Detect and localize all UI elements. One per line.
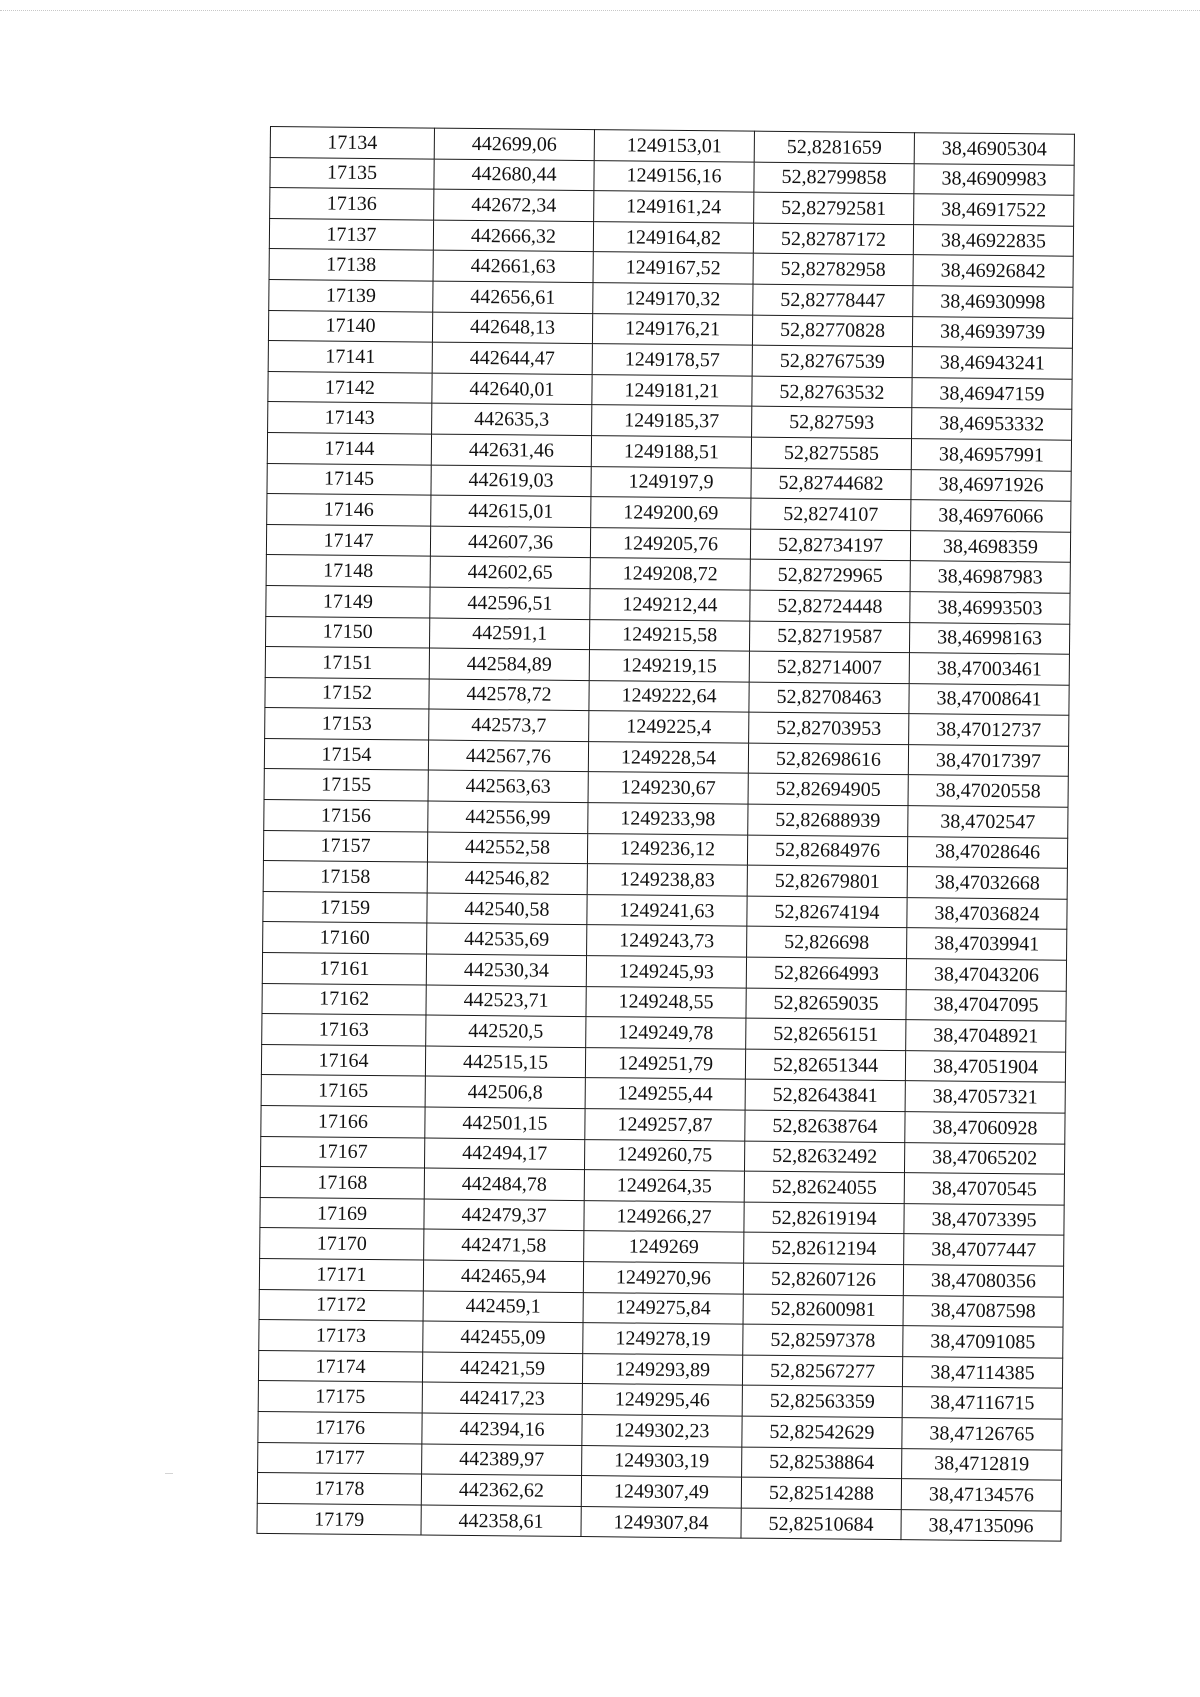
longitude-cell: 38,46993503 <box>910 592 1070 624</box>
point-number-cell: 17164 <box>261 1044 425 1076</box>
y-coordinate-cell: 1249178,57 <box>592 344 752 376</box>
x-coordinate-cell: 442591,1 <box>429 618 589 650</box>
x-coordinate-cell: 442602,65 <box>430 556 590 588</box>
x-coordinate-cell: 442417,23 <box>422 1382 582 1414</box>
x-coordinate-cell: 442644,47 <box>432 342 592 374</box>
y-coordinate-cell: 1249230,67 <box>588 772 748 804</box>
point-number-cell: 17158 <box>263 861 427 893</box>
y-coordinate-cell: 1249164,82 <box>593 221 753 253</box>
point-number-cell: 17149 <box>266 585 430 617</box>
x-coordinate-cell: 442530,34 <box>426 954 586 986</box>
point-number-cell: 17139 <box>269 279 433 311</box>
y-coordinate-cell: 1249188,51 <box>591 436 751 468</box>
longitude-cell: 38,46905304 <box>914 133 1074 165</box>
x-coordinate-cell: 442607,36 <box>430 526 590 558</box>
y-coordinate-cell: 1249222,64 <box>589 680 749 712</box>
longitude-cell: 38,47051904 <box>905 1050 1065 1082</box>
x-coordinate-cell: 442515,15 <box>425 1046 585 1078</box>
y-coordinate-cell: 1249181,21 <box>592 374 752 406</box>
longitude-cell: 38,46976066 <box>911 500 1071 532</box>
longitude-cell: 38,47017397 <box>908 745 1068 777</box>
latitude-cell: 52,82638764 <box>745 1110 905 1142</box>
y-coordinate-cell: 1249278,19 <box>583 1323 743 1355</box>
longitude-cell: 38,46922835 <box>913 224 1073 256</box>
x-coordinate-cell: 442648,13 <box>432 312 592 344</box>
point-number-cell: 17143 <box>268 402 432 434</box>
longitude-cell: 38,46943241 <box>912 347 1072 379</box>
latitude-cell: 52,82778447 <box>753 284 913 316</box>
point-number-cell: 17175 <box>258 1381 422 1413</box>
point-number-cell: 17134 <box>270 127 434 159</box>
y-coordinate-cell: 1249295,46 <box>582 1384 742 1416</box>
longitude-cell: 38,47036824 <box>907 897 1067 929</box>
y-coordinate-cell: 1249266,27 <box>584 1200 744 1232</box>
x-coordinate-cell: 442578,72 <box>429 679 589 711</box>
longitude-cell: 38,47126765 <box>902 1418 1062 1450</box>
table-row <box>257 1503 1061 1541</box>
scan-artifact-mark <box>165 1473 173 1474</box>
y-coordinate-cell: 1249245,93 <box>586 956 746 988</box>
y-coordinate-cell: 1249156,16 <box>594 160 754 192</box>
x-coordinate-cell: 442615,01 <box>431 495 591 527</box>
point-number-cell: 17161 <box>262 952 426 984</box>
longitude-cell: 38,46953332 <box>912 408 1072 440</box>
latitude-cell: 52,82698616 <box>748 743 908 775</box>
x-coordinate-cell: 442556,99 <box>428 801 588 833</box>
latitude-cell: 52,82514288 <box>741 1477 901 1509</box>
point-number-cell: 17155 <box>264 769 428 801</box>
point-number-cell: 17179 <box>257 1503 421 1535</box>
x-coordinate-cell: 442358,61 <box>421 1505 581 1537</box>
latitude-cell: 52,82563359 <box>742 1385 902 1417</box>
point-number-cell: 17165 <box>261 1075 425 1107</box>
point-number-cell: 17173 <box>259 1320 423 1352</box>
longitude-cell: 38,47003461 <box>909 653 1069 685</box>
latitude-cell: 52,8281659 <box>754 131 914 163</box>
latitude-cell: 52,82664993 <box>746 957 906 989</box>
y-coordinate-cell: 1249257,87 <box>585 1109 745 1141</box>
x-coordinate-cell: 442389,97 <box>422 1444 582 1476</box>
y-coordinate-cell: 1249176,21 <box>592 313 752 345</box>
point-number-cell: 17145 <box>267 463 431 495</box>
latitude-cell: 52,82542629 <box>742 1416 902 1448</box>
x-coordinate-cell: 442520,5 <box>426 1015 586 1047</box>
longitude-cell: 38,46987983 <box>910 561 1070 593</box>
latitude-cell: 52,82679801 <box>747 865 907 897</box>
longitude-cell: 38,46917522 <box>914 194 1074 226</box>
longitude-cell: 38,46998163 <box>909 622 1069 654</box>
point-number-cell: 17169 <box>260 1197 424 1229</box>
x-coordinate-cell: 442672,34 <box>434 189 594 221</box>
x-coordinate-cell: 442506,8 <box>425 1076 585 1108</box>
y-coordinate-cell: 1249200,69 <box>591 497 751 529</box>
latitude-cell: 52,827593 <box>752 406 912 438</box>
latitude-cell: 52,82651344 <box>745 1049 905 1081</box>
latitude-cell: 52,826698 <box>747 927 907 959</box>
longitude-cell: 38,47028646 <box>907 836 1067 868</box>
longitude-cell: 38,46971926 <box>911 469 1071 501</box>
latitude-cell: 52,82674194 <box>747 896 907 928</box>
point-number-cell: 17144 <box>267 432 431 464</box>
latitude-cell: 52,82643841 <box>745 1080 905 1112</box>
latitude-cell: 52,82612194 <box>744 1232 904 1264</box>
point-number-cell: 17136 <box>270 188 434 220</box>
longitude-cell: 38,47047095 <box>906 989 1066 1021</box>
latitude-cell: 52,8274107 <box>751 498 911 530</box>
point-number-cell: 17153 <box>265 708 429 740</box>
latitude-cell: 52,82538864 <box>742 1447 902 1479</box>
longitude-cell: 38,47060928 <box>905 1112 1065 1144</box>
y-coordinate-cell: 1249153,01 <box>594 130 754 162</box>
scan-top-edge <box>0 10 1200 11</box>
y-coordinate-cell: 1249303,19 <box>582 1445 742 1477</box>
x-coordinate-cell: 442479,37 <box>424 1199 584 1231</box>
latitude-cell: 52,82656151 <box>746 1018 906 1050</box>
longitude-cell: 38,47012737 <box>909 714 1069 746</box>
point-number-cell: 17146 <box>267 494 431 526</box>
longitude-cell: 38,4712819 <box>902 1448 1062 1480</box>
x-coordinate-cell: 442484,78 <box>424 1168 584 1200</box>
coordinates-table <box>256 126 1074 1542</box>
point-number-cell: 17159 <box>263 891 427 923</box>
latitude-cell: 52,8275585 <box>751 437 911 469</box>
y-coordinate-cell: 1249215,58 <box>589 619 749 651</box>
latitude-cell: 52,82694905 <box>748 774 908 806</box>
point-number-cell: 17168 <box>260 1167 424 1199</box>
x-coordinate-cell: 442459,1 <box>423 1291 583 1323</box>
latitude-cell: 52,82632492 <box>744 1141 904 1173</box>
latitude-cell: 52,82624055 <box>744 1171 904 1203</box>
longitude-cell: 38,47091085 <box>903 1326 1063 1358</box>
latitude-cell: 52,82708463 <box>749 682 909 714</box>
y-coordinate-cell: 1249270,96 <box>583 1262 743 1294</box>
latitude-cell: 52,82688939 <box>748 804 908 836</box>
y-coordinate-cell: 1249170,32 <box>593 283 753 315</box>
x-coordinate-cell: 442661,63 <box>433 250 593 282</box>
point-number-cell: 17171 <box>259 1258 423 1290</box>
y-coordinate-cell: 1249260,75 <box>584 1139 744 1171</box>
y-coordinate-cell: 1249161,24 <box>594 191 754 223</box>
longitude-cell: 38,47080356 <box>903 1265 1063 1297</box>
latitude-cell: 52,82597378 <box>743 1324 903 1356</box>
point-number-cell: 17141 <box>268 341 432 373</box>
y-coordinate-cell: 1249249,78 <box>586 1017 746 1049</box>
point-number-cell: 17167 <box>261 1136 425 1168</box>
point-number-cell: 17162 <box>262 983 426 1015</box>
longitude-cell: 38,47032668 <box>907 867 1067 899</box>
y-coordinate-cell: 1249212,44 <box>590 589 750 621</box>
x-coordinate-cell: 442540,58 <box>427 893 587 925</box>
point-number-cell: 17166 <box>261 1105 425 1137</box>
x-coordinate-cell: 442421,59 <box>422 1352 582 1384</box>
latitude-cell: 52,82782958 <box>753 254 913 286</box>
latitude-cell: 52,82607126 <box>743 1263 903 1295</box>
point-number-cell: 17140 <box>268 310 432 342</box>
y-coordinate-cell: 1249167,52 <box>593 252 753 284</box>
x-coordinate-cell: 442552,58 <box>427 832 587 864</box>
x-coordinate-cell: 442567,76 <box>428 740 588 772</box>
point-number-cell: 17176 <box>258 1411 422 1443</box>
y-coordinate-cell: 1249269 <box>584 1231 744 1263</box>
point-number-cell: 17160 <box>263 922 427 954</box>
latitude-cell: 52,82510684 <box>741 1508 901 1540</box>
longitude-cell: 38,46930998 <box>913 286 1073 318</box>
y-coordinate-cell: 1249307,84 <box>581 1506 741 1538</box>
longitude-cell: 38,47073395 <box>904 1203 1064 1235</box>
latitude-cell: 52,82600981 <box>743 1294 903 1326</box>
latitude-cell: 52,82763532 <box>752 376 912 408</box>
point-number-cell: 17154 <box>264 738 428 770</box>
point-number-cell: 17147 <box>266 524 430 556</box>
longitude-cell: 38,47070545 <box>904 1173 1064 1205</box>
longitude-cell: 38,47008641 <box>909 683 1069 715</box>
y-coordinate-cell: 1249275,84 <box>583 1292 743 1324</box>
y-coordinate-cell: 1249241,63 <box>587 894 747 926</box>
point-number-cell: 17151 <box>265 647 429 679</box>
x-coordinate-cell: 442666,32 <box>433 220 593 252</box>
x-coordinate-cell: 442680,44 <box>434 159 594 191</box>
latitude-cell: 52,82619194 <box>744 1202 904 1234</box>
longitude-cell: 38,47077447 <box>904 1234 1064 1266</box>
latitude-cell: 52,82767539 <box>752 345 912 377</box>
x-coordinate-cell: 442546,82 <box>427 862 587 894</box>
y-coordinate-cell: 1249197,9 <box>591 466 751 498</box>
longitude-cell: 38,46957991 <box>911 439 1071 471</box>
y-coordinate-cell: 1249264,35 <box>584 1170 744 1202</box>
x-coordinate-cell: 442584,89 <box>429 648 589 680</box>
latitude-cell: 52,82729965 <box>750 559 910 591</box>
point-number-cell: 17174 <box>258 1350 422 1382</box>
point-number-cell: 17135 <box>270 157 434 189</box>
x-coordinate-cell: 442699,06 <box>434 128 594 160</box>
y-coordinate-cell: 1249228,54 <box>588 741 748 773</box>
latitude-cell: 52,82792581 <box>754 192 914 224</box>
latitude-cell: 52,82703953 <box>749 712 909 744</box>
latitude-cell: 52,82719587 <box>749 621 909 653</box>
y-coordinate-cell: 1249248,55 <box>586 986 746 1018</box>
x-coordinate-cell: 442640,01 <box>432 373 592 405</box>
x-coordinate-cell: 442563,63 <box>428 771 588 803</box>
longitude-cell: 38,46909983 <box>914 163 1074 195</box>
point-number-cell: 17170 <box>260 1228 424 1260</box>
latitude-cell: 52,82724448 <box>750 590 910 622</box>
y-coordinate-cell: 1249205,76 <box>590 527 750 559</box>
longitude-cell: 38,47135096 <box>901 1509 1061 1541</box>
x-coordinate-cell: 442523,71 <box>426 985 586 1017</box>
x-coordinate-cell: 442362,62 <box>421 1474 581 1506</box>
point-number-cell: 17172 <box>259 1289 423 1321</box>
longitude-cell: 38,46947159 <box>912 377 1072 409</box>
x-coordinate-cell: 442455,09 <box>423 1321 583 1353</box>
x-coordinate-cell: 442535,69 <box>427 923 587 955</box>
latitude-cell: 52,82684976 <box>747 835 907 867</box>
y-coordinate-cell: 1249208,72 <box>590 558 750 590</box>
y-coordinate-cell: 1249219,15 <box>589 650 749 682</box>
y-coordinate-cell: 1249236,12 <box>587 833 747 865</box>
point-number-cell: 17148 <box>266 555 430 587</box>
longitude-cell: 38,46939739 <box>912 316 1072 348</box>
longitude-cell: 38,46926842 <box>913 255 1073 287</box>
x-coordinate-cell: 442573,7 <box>429 709 589 741</box>
y-coordinate-cell: 1249238,83 <box>587 864 747 896</box>
y-coordinate-cell: 1249225,4 <box>589 711 749 743</box>
longitude-cell: 38,47020558 <box>908 775 1068 807</box>
latitude-cell: 52,82770828 <box>752 315 912 347</box>
point-number-cell: 17137 <box>269 218 433 250</box>
point-number-cell: 17178 <box>257 1473 421 1505</box>
y-coordinate-cell: 1249302,23 <box>582 1414 742 1446</box>
longitude-cell: 38,47134576 <box>901 1479 1061 1511</box>
x-coordinate-cell: 442656,61 <box>433 281 593 313</box>
point-number-cell: 17157 <box>263 830 427 862</box>
x-coordinate-cell: 442494,17 <box>425 1138 585 1170</box>
longitude-cell: 38,47114385 <box>902 1356 1062 1388</box>
x-coordinate-cell: 442596,51 <box>430 587 590 619</box>
y-coordinate-cell: 1249255,44 <box>585 1078 745 1110</box>
longitude-cell: 38,47039941 <box>907 928 1067 960</box>
point-number-cell: 17177 <box>258 1442 422 1474</box>
latitude-cell: 52,82744682 <box>751 468 911 500</box>
longitude-cell: 38,47048921 <box>906 1020 1066 1052</box>
y-coordinate-cell: 1249243,73 <box>587 925 747 957</box>
point-number-cell: 17152 <box>265 677 429 709</box>
longitude-cell: 38,47087598 <box>903 1295 1063 1327</box>
y-coordinate-cell: 1249307,49 <box>581 1476 741 1508</box>
point-number-cell: 17142 <box>268 371 432 403</box>
longitude-cell: 38,4702547 <box>908 806 1068 838</box>
coordinates-table-body <box>257 127 1074 1542</box>
y-coordinate-cell: 1249233,98 <box>588 803 748 835</box>
x-coordinate-cell: 442501,15 <box>425 1107 585 1139</box>
latitude-cell: 52,82787172 <box>753 223 913 255</box>
latitude-cell: 52,82567277 <box>742 1355 902 1387</box>
x-coordinate-cell: 442619,03 <box>431 465 591 497</box>
latitude-cell: 52,82799858 <box>754 162 914 194</box>
longitude-cell: 38,47116715 <box>902 1387 1062 1419</box>
point-number-cell: 17150 <box>266 616 430 648</box>
longitude-cell: 38,4698359 <box>910 530 1070 562</box>
x-coordinate-cell: 442465,94 <box>423 1260 583 1292</box>
y-coordinate-cell: 1249251,79 <box>585 1047 745 1079</box>
point-number-cell: 17138 <box>269 249 433 281</box>
latitude-cell: 52,82734197 <box>750 529 910 561</box>
latitude-cell: 52,82714007 <box>749 651 909 683</box>
x-coordinate-cell: 442394,16 <box>422 1413 582 1445</box>
longitude-cell: 38,47043206 <box>906 959 1066 991</box>
latitude-cell: 52,82659035 <box>746 988 906 1020</box>
y-coordinate-cell: 1249293,89 <box>582 1353 742 1385</box>
y-coordinate-cell: 1249185,37 <box>592 405 752 437</box>
point-number-cell: 17156 <box>264 800 428 832</box>
x-coordinate-cell: 442471,58 <box>424 1229 584 1261</box>
x-coordinate-cell: 442635,3 <box>432 403 592 435</box>
longitude-cell: 38,47065202 <box>904 1142 1064 1174</box>
longitude-cell: 38,47057321 <box>905 1081 1065 1113</box>
point-number-cell: 17163 <box>262 1014 426 1046</box>
x-coordinate-cell: 442631,46 <box>431 434 591 466</box>
